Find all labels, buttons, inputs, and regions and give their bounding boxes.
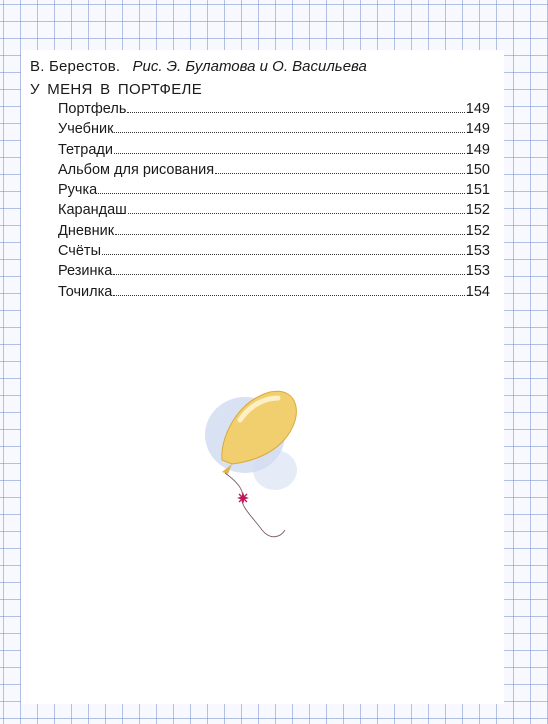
toc-entry-page: 153 [465, 243, 490, 260]
toc-entry-page: 150 [465, 161, 490, 178]
toc-entry-page: 154 [465, 283, 490, 300]
toc-dot-leader [115, 234, 465, 235]
toc-entry-page: 152 [465, 202, 490, 219]
author-name: В. Берестов. [30, 58, 121, 75]
toc-dot-leader [102, 254, 465, 255]
balloon-illustration [200, 380, 310, 550]
table-of-contents [58, 101, 490, 304]
author-line [30, 58, 367, 75]
toc-entry[interactable] [58, 142, 490, 162]
toc-entry-title: Портфель [58, 101, 127, 117]
star-icon [237, 492, 249, 504]
toc-entry-page: 152 [465, 222, 490, 239]
toc-entry[interactable] [58, 263, 490, 283]
toc-entry[interactable] [58, 162, 490, 182]
toc-entry-page: 149 [465, 141, 490, 158]
toc-entry-title: Ручка [58, 182, 98, 199]
toc-entry-title: Учебник [58, 121, 114, 138]
toc-dot-leader [98, 193, 465, 194]
toc-entry-title: Точилка [58, 283, 113, 300]
toc-entry[interactable] [58, 284, 490, 304]
toc-dot-leader [113, 274, 465, 275]
toc-entry-page: 151 [465, 182, 490, 199]
toc-entry-title: Счёты [58, 243, 101, 260]
toc-dot-leader [114, 132, 464, 133]
toc-dot-leader [113, 295, 464, 296]
toc-entry-page: 153 [465, 263, 490, 280]
toc-dot-leader [114, 153, 465, 154]
section-title: У МЕНЯ В ПОРТФЕЛЕ [30, 81, 203, 98]
toc-entry-page: 149 [465, 101, 490, 117]
toc-entry-title: Тетради [58, 141, 113, 158]
toc-dot-leader [127, 112, 464, 113]
toc-entry-title: Альбом для рисования [58, 161, 215, 178]
toc-entry-page: 149 [465, 121, 490, 138]
toc-dot-leader [128, 213, 465, 214]
toc-entry-title: Карандаш [58, 202, 127, 219]
toc-entry[interactable] [58, 182, 490, 202]
toc-entry[interactable] [58, 202, 490, 222]
toc-entry[interactable] [58, 121, 490, 141]
toc-entry[interactable] [58, 243, 490, 263]
toc-entry[interactable] [58, 101, 490, 121]
toc-dot-leader [215, 173, 465, 174]
illustrators-credit: Рис. Э. Булатова и О. Васильева [132, 58, 367, 75]
toc-entry-title: Дневник [58, 222, 115, 239]
toc-entry[interactable] [58, 223, 490, 243]
toc-entry-title: Резинка [58, 263, 113, 280]
